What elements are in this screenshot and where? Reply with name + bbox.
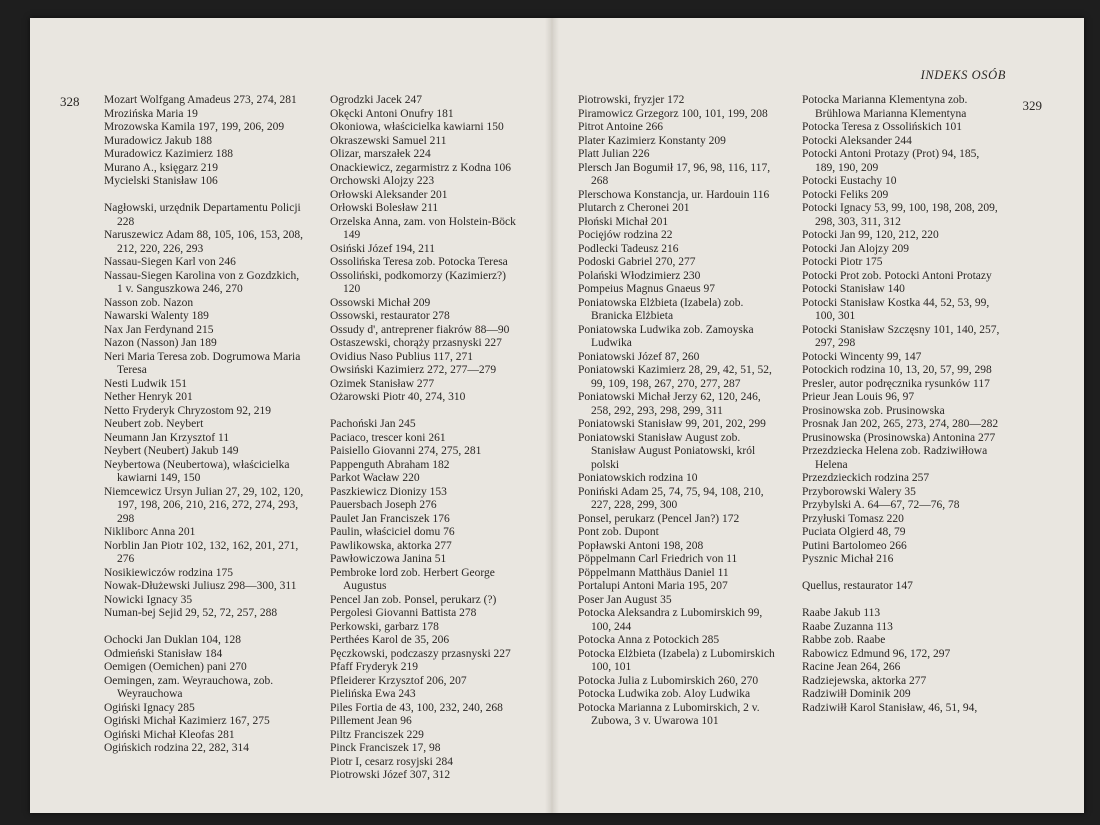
index-entry: Potocka Marianna z Lubomirskich, 2 v. Zubowa, 3 v. Uwarowa 101 xyxy=(578,701,760,727)
index-entry: Poniatowski Józef 87, 260 xyxy=(578,350,700,363)
index-entry: Poniński Adam 25, 74, 75, 94, 108, 210, 227, 228, 299, 300 xyxy=(578,485,764,511)
index-entry: Paisiello Giovanni 274, 275, 281 xyxy=(330,445,482,457)
index-entry: Pielińska Ewa 243 xyxy=(330,688,416,700)
index-entry: Prosnak Jan 202, 265, 273, 274, 280—282 xyxy=(802,418,999,430)
section-gap xyxy=(104,621,304,635)
index-entry: Osiński Józef 194, 211 xyxy=(330,242,435,255)
index-entry: Poniatowskich rodzina 10 xyxy=(578,472,698,484)
index-entry: Potocki Aleksander 244 xyxy=(802,134,912,147)
index-entry: Muradowicz Kazimierz 188 xyxy=(104,148,234,160)
index-entry: Pillement Jean 96 xyxy=(330,715,412,727)
index-entry: Mozart Wolfgang Amadeus 273, 274, 281 xyxy=(104,94,297,106)
index-entry: Plater Kazimierz Konstanty 209 xyxy=(578,134,726,147)
index-entry: Neumann Jan Krzysztof 11 xyxy=(104,431,230,444)
index-column-2 xyxy=(330,94,526,783)
index-entry: Ogińskich rodzina 22, 282, 314 xyxy=(104,742,250,754)
index-entry: Potocki Stanisław 140 xyxy=(802,283,905,295)
index-entry: Perthées Karol de 35, 206 xyxy=(330,634,450,646)
index-entry: Pencel Jan zob. Ponsel, perukarz (?) xyxy=(330,593,497,606)
index-entry: Ogiński Michał Kleofas 281 xyxy=(104,728,235,741)
index-entry: Nikliborc Anna 201 xyxy=(104,526,196,538)
index-entry: Nassau-Siegen Karl von 246 xyxy=(104,256,236,268)
index-entry: Piltz Franciszek 229 xyxy=(330,728,424,741)
index-entry: Potocka Elżbieta (Izabela) z Lubomirskich 100, 101 xyxy=(578,647,775,673)
left-page xyxy=(30,18,552,813)
index-entry: Platt Julian 226 xyxy=(578,148,650,160)
index-entry: Potocki Jan 99, 120, 212, 220 xyxy=(802,229,939,241)
index-entry: Potocka Ludwika zob. Aloy Ludwika xyxy=(578,688,751,700)
index-entry: Pawlikowska, aktorka 277 xyxy=(330,539,452,552)
index-entry: Okraszewski Samuel 211 xyxy=(330,134,447,147)
index-entry: Quellus, restaurator 147 xyxy=(802,580,913,592)
index-entry: Potocka Anna z Potockich 285 xyxy=(578,634,720,646)
section-gap xyxy=(802,594,1002,608)
index-entry: Prieur Jean Louis 96, 97 xyxy=(802,391,915,403)
index-entry: Przyborowski Walery 35 xyxy=(802,485,916,498)
index-entry: Ozimek Stanisław 277 xyxy=(330,377,435,390)
index-entry: Przyłuski Tomasz 220 xyxy=(802,512,904,525)
index-entry: Neybertowa (Neubertowa), właścicielka kawiarni 149, 150 xyxy=(104,458,290,484)
index-entry: Radziwiłł Dominik 209 xyxy=(802,688,911,700)
index-entry: Potocki Ignacy 53, 99, 100, 198, 208, 209, 298, 303, 311, 312 xyxy=(802,202,998,228)
index-entry: Radziwiłł Karol Stanisław, 46, 51, 94, xyxy=(802,701,978,714)
index-entry: Nax Jan Ferdynand 215 xyxy=(104,323,214,336)
index-entry: Raabe Jakub 113 xyxy=(802,607,881,619)
index-entry: Oemigen (Oemichen) pani 270 xyxy=(104,661,247,673)
index-entry: Poniatowski Stanisław 99, 201, 202, 299 xyxy=(578,418,766,430)
index-entry: Podoski Gabriel 270, 277 xyxy=(578,256,696,268)
index-entry: Piotrowski Józef 307, 312 xyxy=(330,769,451,781)
index-entry: Numan-bej Sejid 29, 52, 72, 257, 288 xyxy=(104,607,278,619)
index-entry: Presler, autor podręcznika rysunków 117 xyxy=(802,377,990,390)
index-entry: Onackiewicz, zegarmistrz z Kodna 106 xyxy=(330,161,512,174)
index-entry: Niemcewicz Ursyn Julian 27, 29, 102, 120, 197, 198, 206, 210, 216, 272, 274, 293, 298 xyxy=(104,485,304,525)
index-entry: Orłowski Aleksander 201 xyxy=(330,188,448,201)
index-entry: Nasson zob. Nazon xyxy=(104,296,194,309)
index-entry: Neri Maria Teresa zob. Dogrumowa Maria Teresa xyxy=(104,350,301,376)
page-number-right: 329 xyxy=(1022,98,1042,113)
index-entry: Okęcki Antoni Onufry 181 xyxy=(330,107,454,120)
index-entry: Pinck Franciszek 17, 98 xyxy=(330,742,441,754)
index-column-1 xyxy=(104,94,304,756)
index-entry: Ożarowski Piotr 40, 274, 310 xyxy=(330,391,466,403)
index-entry: Pöppelmann Carl Friedrich von 11 xyxy=(578,553,738,565)
index-entry: Ostaszewski, chorąży przasnyski 227 xyxy=(330,337,502,349)
index-entry: Odmieński Stanisław 184 xyxy=(104,647,223,660)
index-entry: Nether Henryk 201 xyxy=(104,391,193,403)
index-entry: Muradowicz Jakub 188 xyxy=(104,134,212,147)
index-entry: Pitrot Antoine 266 xyxy=(578,121,663,133)
index-entry: Plersch Jan Bogumił 17, 96, 98, 116, 117, 268 xyxy=(578,161,771,187)
index-entry: Portalupi Antoni Maria 195, 207 xyxy=(578,580,728,592)
index-entry: Potocka Aleksandra z Lubomirskich 99, 100, 244 xyxy=(578,607,763,633)
index-entry: Mrozowska Kamila 197, 199, 206, 209 xyxy=(104,121,285,133)
index-column-3 xyxy=(578,94,778,729)
index-entry: Owsiński Kazimierz 272, 277—279 xyxy=(330,364,497,376)
index-entry: Potocki Piotr 175 xyxy=(802,256,883,268)
index-entry: Potocki Prot zob. Potocki Antoni Protazy xyxy=(802,269,992,282)
index-entry: Potocka Teresa z Ossolińskich 101 xyxy=(802,121,962,133)
index-entry: Poniatowski Kazimierz 28, 29, 42, 51, 52, 99, 109, 198, 267, 270, 277, 287 xyxy=(578,364,772,390)
index-entry: Płoński Michał 201 xyxy=(578,215,669,228)
index-entry: Ossoliński, podkomorzy (Kazimierz?) 120 xyxy=(330,269,506,295)
index-entry: Ogrodzki Jacek 247 xyxy=(330,94,422,106)
index-entry: Ossowski Michał 209 xyxy=(330,296,431,309)
index-entry: Puciata Olgierd 48, 79 xyxy=(802,526,906,538)
index-entry: Neubert zob. Neybert xyxy=(104,418,204,430)
index-entry: Ovidius Naso Publius 117, 271 xyxy=(330,350,474,363)
index-entry: Potocka Julia z Lubomirskich 260, 270 xyxy=(578,674,759,687)
section-gap xyxy=(330,405,526,419)
index-entry: Poniatowski Michał Jerzy 62, 120, 246, 258, 292, 293, 298, 299, 311 xyxy=(578,391,761,417)
index-entry: Pont zob. Dupont xyxy=(578,526,659,538)
index-entry: Poniatowski Stanisław August zob. Stanisław August Poniatowski, król polski xyxy=(578,431,756,471)
index-entry: Potockich rodzina 10, 13, 20, 57, 99, 298 xyxy=(802,364,992,376)
index-entry: Potocki Antoni Protazy (Prot) 94, 185, 189, 190, 209 xyxy=(802,148,980,174)
index-entry: Pęczkowski, podczaszy przasnyski 227 xyxy=(330,647,511,660)
index-entry: Poniatowska Ludwika zob. Zamoyska Ludwika xyxy=(578,323,754,349)
index-entry: Rabowicz Edmund 96, 172, 297 xyxy=(802,647,951,660)
index-entry: Ponsel, perukarz (Pencel Jan?) 172 xyxy=(578,512,740,525)
index-entry: Pocięjów rodzina 22 xyxy=(578,229,673,241)
index-entry: Potocki Eustachy 10 xyxy=(802,175,897,187)
index-entry: Paulin, właściciel domu 76 xyxy=(330,526,455,538)
index-entry: Oemingen, zam. Weyrauchowa, zob. Weyrauchowa xyxy=(104,674,274,700)
index-entry: Mycielski Stanisław 106 xyxy=(104,175,218,187)
index-entry: Pappenguth Abraham 182 xyxy=(330,458,450,471)
index-entry: Norblin Jan Piotr 102, 132, 162, 201, 271, 276 xyxy=(104,539,299,565)
index-entry: Ogiński Ignacy 285 xyxy=(104,701,195,714)
index-entry: Naruszewicz Adam 88, 105, 106, 153, 208, 212, 220, 226, 293 xyxy=(104,229,303,255)
index-entry: Plerschowa Konstancja, ur. Hardouin 116 xyxy=(578,188,770,201)
index-entry: Nassau-Siegen Karolina von z Gozdzkich, 1 v. Sanguszkowa 246, 270 xyxy=(104,269,300,295)
index-entry: Perkowski, garbarz 178 xyxy=(330,620,439,633)
index-entry: Ossolińska Teresa zob. Potocka Teresa xyxy=(330,256,508,268)
index-entry: Podlecki Tadeusz 216 xyxy=(578,242,679,255)
index-entry: Piles Fortia de 43, 100, 232, 240, 268 xyxy=(330,701,503,714)
index-entry: Poniatowska Elżbieta (Izabela) zob. Branicka Elżbieta xyxy=(578,296,744,322)
index-entry: Murano A., księgarz 219 xyxy=(104,161,219,174)
index-entry: Potocki Stanisław Szczęsny 101, 140, 257, 297, 298 xyxy=(802,323,1000,349)
index-entry: Popławski Antoni 198, 208 xyxy=(578,539,704,552)
index-entry: Prosinowska zob. Prusinowska xyxy=(802,404,945,417)
index-entry: Nowak-Dłużewski Juliusz 298—300, 311 xyxy=(104,580,297,592)
index-entry: Prusinowska (Prosinowska) Antonina 277 xyxy=(802,431,996,444)
section-gap xyxy=(802,567,1002,581)
index-entry: Potocki Wincenty 99, 147 xyxy=(802,350,922,363)
index-entry: Potocki Jan Alojzy 209 xyxy=(802,242,910,255)
index-entry: Olizar, marszałek 224 xyxy=(330,148,431,160)
index-entry: Nosikiewiczów rodzina 175 xyxy=(104,566,234,579)
index-entry: Orzelska Anna, zam. von Holstein-Böck 149 xyxy=(330,215,516,241)
index-entry: Piotr I, cesarz rosyjski 284 xyxy=(330,755,453,768)
right-page xyxy=(552,18,1084,813)
index-entry: Nagłowski, urzędnik Departamentu Policji 228 xyxy=(104,202,301,228)
index-entry: Ogiński Michał Kazimierz 167, 275 xyxy=(104,715,270,727)
index-entry: Przezdzieckich rodzina 257 xyxy=(802,472,930,484)
index-entry: Przezdziecka Helena zob. Radziwiłłowa Helena xyxy=(802,445,988,471)
index-entry: Potocki Feliks 209 xyxy=(802,188,889,201)
index-entry: Pöppelmann Matthäus Daniel 11 xyxy=(578,566,729,579)
index-entry: Potocki Stanisław Kostka 44, 52, 53, 99, 100, 301 xyxy=(802,296,990,322)
index-entry: Ossowski, restaurator 278 xyxy=(330,310,450,322)
section-gap xyxy=(104,189,304,203)
index-entry: Pfaff Fryderyk 219 xyxy=(330,661,418,673)
index-entry: Racine Jean 264, 266 xyxy=(802,661,901,673)
index-entry: Polański Włodzimierz 230 xyxy=(578,269,701,282)
index-entry: Radziejewska, aktorka 277 xyxy=(802,674,927,687)
book-spread xyxy=(30,18,1084,813)
index-entry: Netto Fryderyk Chryzostom 92, 219 xyxy=(104,404,272,417)
index-entry: Pysznic Michał 216 xyxy=(802,553,894,565)
index-entry: Pembroke lord zob. Herbert George Augustus xyxy=(330,566,495,592)
index-entry: Pauersbach Joseph 276 xyxy=(330,499,437,511)
index-entry: Przybylski A. 64—67, 72—76, 78 xyxy=(802,499,960,511)
index-entry: Mrozińska Maria 19 xyxy=(104,107,198,120)
index-entry: Paulet Jan Franciszek 176 xyxy=(330,512,450,525)
index-entry: Rabbe zob. Raabe xyxy=(802,634,886,646)
index-entry: Orłowski Bolesław 211 xyxy=(330,202,439,214)
index-entry: Nazon (Nasson) Jan 189 xyxy=(104,337,217,349)
index-entry: Orchowski Alojzy 223 xyxy=(330,175,435,187)
index-entry: Paciaco, trescer koni 261 xyxy=(330,431,446,444)
index-column-4 xyxy=(802,94,1002,715)
index-entry: Piramowicz Grzegorz 100, 101, 199, 208 xyxy=(578,107,768,120)
index-entry: Raabe Zuzanna 113 xyxy=(802,620,893,633)
running-head: INDEKS OSÓB xyxy=(920,68,1006,82)
index-entry: Poser Jan August 35 xyxy=(578,593,672,606)
index-entry: Plutarch z Cheronei 201 xyxy=(578,202,690,214)
index-entry: Ochocki Jan Duklan 104, 128 xyxy=(104,634,242,646)
index-entry: Pompeius Magnus Gnaeus 97 xyxy=(578,283,716,295)
index-entry: Nesti Ludwik 151 xyxy=(104,377,188,390)
index-entry: Pachoński Jan 245 xyxy=(330,418,416,430)
index-entry: Neybert (Neubert) Jakub 149 xyxy=(104,445,239,457)
index-entry: Potocka Marianna Klementyna zob. Brühlowa Marianna Klementyna xyxy=(802,94,968,120)
index-entry: Pfleiderer Krzysztof 206, 207 xyxy=(330,674,467,687)
index-entry: Pawłowiczowa Janina 51 xyxy=(330,553,447,565)
index-entry: Piotrowski, fryzjer 172 xyxy=(578,94,685,106)
index-entry: Nawarski Walenty 189 xyxy=(104,310,209,322)
index-entry: Paszkiewicz Dionizy 153 xyxy=(330,485,447,498)
index-entry: Okoniowa, właścicielka kawiarni 150 xyxy=(330,121,504,133)
page-number-left: 328 xyxy=(60,94,80,109)
index-entry: Putini Bartolomeo 266 xyxy=(802,539,907,552)
index-entry: Pergolesi Giovanni Battista 278 xyxy=(330,607,477,619)
index-entry: Parkot Wacław 220 xyxy=(330,472,420,484)
index-entry: Ossudy d', antreprener fiakrów 88—90 xyxy=(330,323,510,336)
index-entry: Nowicki Ignacy 35 xyxy=(104,593,193,606)
